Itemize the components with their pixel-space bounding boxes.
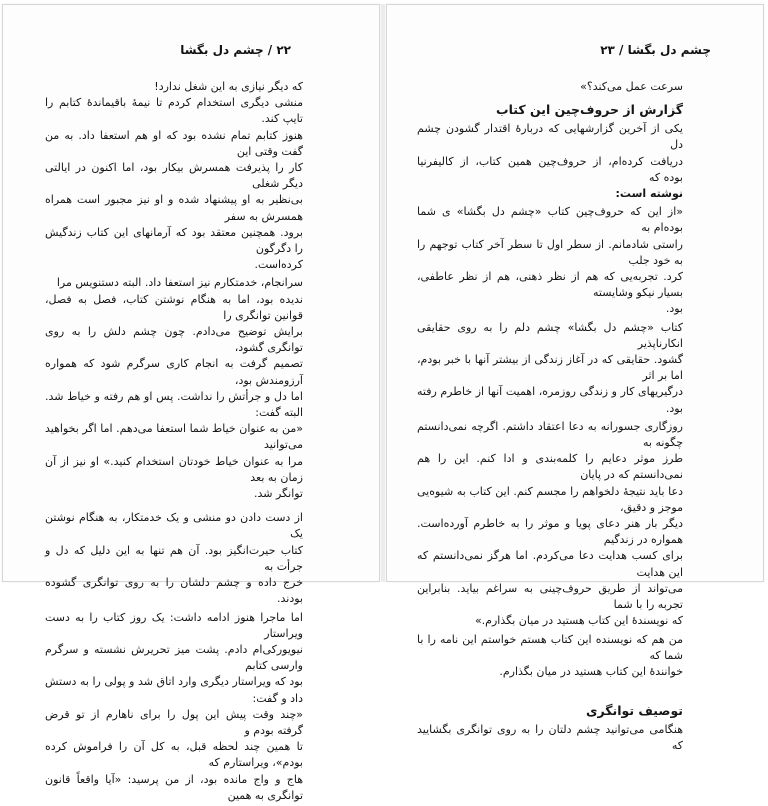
text-line: «از این که حروف‌چین کتاب «چشم دل بگشا» ی شما بوده‌ام به — [417, 205, 683, 235]
text-line: راستی شادمانم. از سطر اول تا سطر آخر کتاب توجهم را به خود جلب — [417, 237, 683, 267]
page-body — [45, 79, 303, 806]
text-line: کتاب «چشم دل بگشا» چشم دلم را به روی حقایقی انکارناپذیر — [417, 320, 683, 350]
paragraph — [45, 510, 303, 607]
text-line: هنوز کتابم تمام نشده بود که او هم استعفا داد. به من گفت وقتی این — [45, 128, 303, 158]
text-line: نوشته است: — [615, 187, 683, 201]
paragraph — [417, 632, 683, 681]
text-line: دعا باید نتیجهٔ دلخواهم را مجسم کنم. این کتاب به شیوه‌یی موجز و دقیق، — [417, 484, 683, 514]
text-line: برای کسب هدایت دعا می‌کردم. اما هرگز نمی‌دانستم که این هدایت — [417, 549, 683, 579]
page-header: ۲۲ / چشم دل بگشا — [180, 43, 291, 57]
text-line: «من به عنوان خیاط شما استعفا می‌دهم. اما اگر بخواهید می‌توانید — [45, 422, 303, 452]
text-line: درگیریهای کار و زندگی روزمره، اهمیت آنها از خاطرم رفته بود. — [417, 385, 683, 415]
text-line: هنگامی می‌توانید چشم دلتان را به روی توانگری بگشایید که — [417, 723, 683, 753]
text-line: کرد. تجربه‌یی که هم از نظر ذهنی، هم از نظر عاطفی، بسیار نیکو وشایسته — [417, 270, 683, 300]
text-line: برود. همچنین معتقد بود که آرمانهای این کتاب زندگیش را دگرگون — [45, 225, 303, 256]
quote-paragraph — [417, 419, 683, 630]
text-line: خوانندهٔ این کتاب هستید در میان بگذارم. — [499, 664, 683, 678]
text-line: بود. — [665, 302, 683, 316]
text-line: من هم که نویسنده این کتاب هستم خواستم این نامه را با شما که — [417, 632, 683, 662]
text-line: اما ماجرا هنوز ادامه داشت: یک روز کتاب را به دست ویراستار — [45, 610, 303, 640]
text-line: دیگر بار هنر دعای پویا و موثر را به خاطرم آورده‌است. همواره در زندگیم — [417, 517, 683, 547]
book-gutter — [381, 4, 385, 582]
text-line: کتاب حیرت‌انگیز بود. آن هم تنها به این دلیل که دل و جرأت به — [45, 543, 303, 573]
text-line: سرانجام، خدمتکارم نیز استعفا داد. البته دستنویس مرا — [56, 276, 303, 290]
paragraph — [45, 610, 303, 804]
text-line: دریافت کرده‌ام، از حروف‌چین همین کتاب، از کالیفرنیا بوده که — [417, 154, 683, 184]
text-line: «چند وقت پیش این پول را برای ناهارم از تو قرض گرفته بودم و — [45, 707, 303, 737]
text-line: که نویسندهٔ این کتاب هستید در میان بگذارم.» — [474, 614, 683, 628]
paragraph — [45, 275, 303, 502]
text-line: طرز موثر دعایم را کلمه‌بندی و ادا کنم. این را هم نمی‌دانستم که در پایان — [417, 452, 683, 482]
text-line: برایش توضیح می‌دادم. چون چشم دلش را به روی توانگری گشود، — [45, 325, 303, 355]
paragraph — [45, 79, 303, 273]
text-line: خرج داده و چشم دلشان را به روی توانگری گشوده بودند. — [45, 576, 303, 606]
text-line: روزگاری جسورانه به دعا اعتقاد داشتم. اگرچه نمی‌دانستم چگونه به — [417, 419, 683, 450]
text-line: توانگر شد. — [254, 487, 303, 501]
text-line: نیویورکی‌ام دادم. پشت میز تحریرش نشسته و سرگرم وارسی کتابم — [45, 642, 303, 673]
page-23 — [386, 4, 764, 753]
text-line: گشود. حقایقی که در آغاز زندگی از بیشتر آنها با خبر بودم، اما بر اثر — [417, 353, 683, 383]
text-line: یکی از آخرین گزارشهایی که دربارهٔ اقتدار گشودن چشم دل — [417, 122, 683, 152]
page-header: چشم دل بگشا / ۲۳ — [600, 43, 711, 57]
text-line: می‌تواند از طریق حروف‌چینی به سراغم بیاید. بنابراین تجربه را با شما — [417, 581, 683, 612]
text-line: که دیگر نیازی به این شغل ندارد! — [154, 80, 303, 93]
text-line: ندیده بود، اما به هنگام نوشتن کتاب، فصل به فصل، قوانین توانگری را — [45, 292, 303, 322]
text-line: سرعت عمل می‌کند؟» — [580, 80, 683, 93]
quote-paragraph — [417, 320, 683, 417]
section-heading: توصیف توانگری — [586, 703, 683, 719]
text-line: تصمیم گرفت به انجام کاری سرگرم شود که همواره آرزومندش بود، — [45, 357, 303, 387]
text-line: تا همین چند لحظه قبل، به کل آن را فراموش کرده بودم»، ویراستارم که — [45, 740, 303, 770]
quote-paragraph — [417, 204, 683, 317]
page-22 — [2, 4, 380, 802]
text-line: کار را پذیرفت همسرش بیکار بود، اما اکنون در ایالتی دیگر شغلی — [45, 161, 303, 191]
text-line: بود که ویراستار دیگری وارد اتاق شد و پولی را به دستش داد و گفت: — [45, 675, 303, 705]
text-line: بی‌نظیر به او پیشنهاد شده و او نیز مجبور است همراه همسرش به سفر — [45, 193, 303, 223]
text-line: هاج و واج مانده بود، از من پرسید: «آیا واقعاً قانون توانگری به همین — [45, 772, 303, 802]
text-line: اما دل و جرأتش را نداشت. پس او هم رفته و خیاط شد. البته گفت: — [45, 389, 303, 420]
text-line: منشی دیگری استخدام کردم تا نیمهٔ باقیماندهٔ کتابم را تایپ کند. — [45, 96, 303, 126]
text-line: کرده‌است. — [254, 258, 303, 272]
page-body — [417, 79, 683, 755]
text-line: مرا به عنوان خیاط خودتان استخدام کنید.» او نیز از آن زمان به بعد — [45, 454, 303, 484]
paragraph — [417, 121, 683, 202]
text-line: از دست دادن دو منشی و یک خدمتکار، به هنگام نوشتن یک — [45, 511, 303, 541]
section-heading: گزارش از حروف‌چین این کتاب — [496, 102, 683, 118]
